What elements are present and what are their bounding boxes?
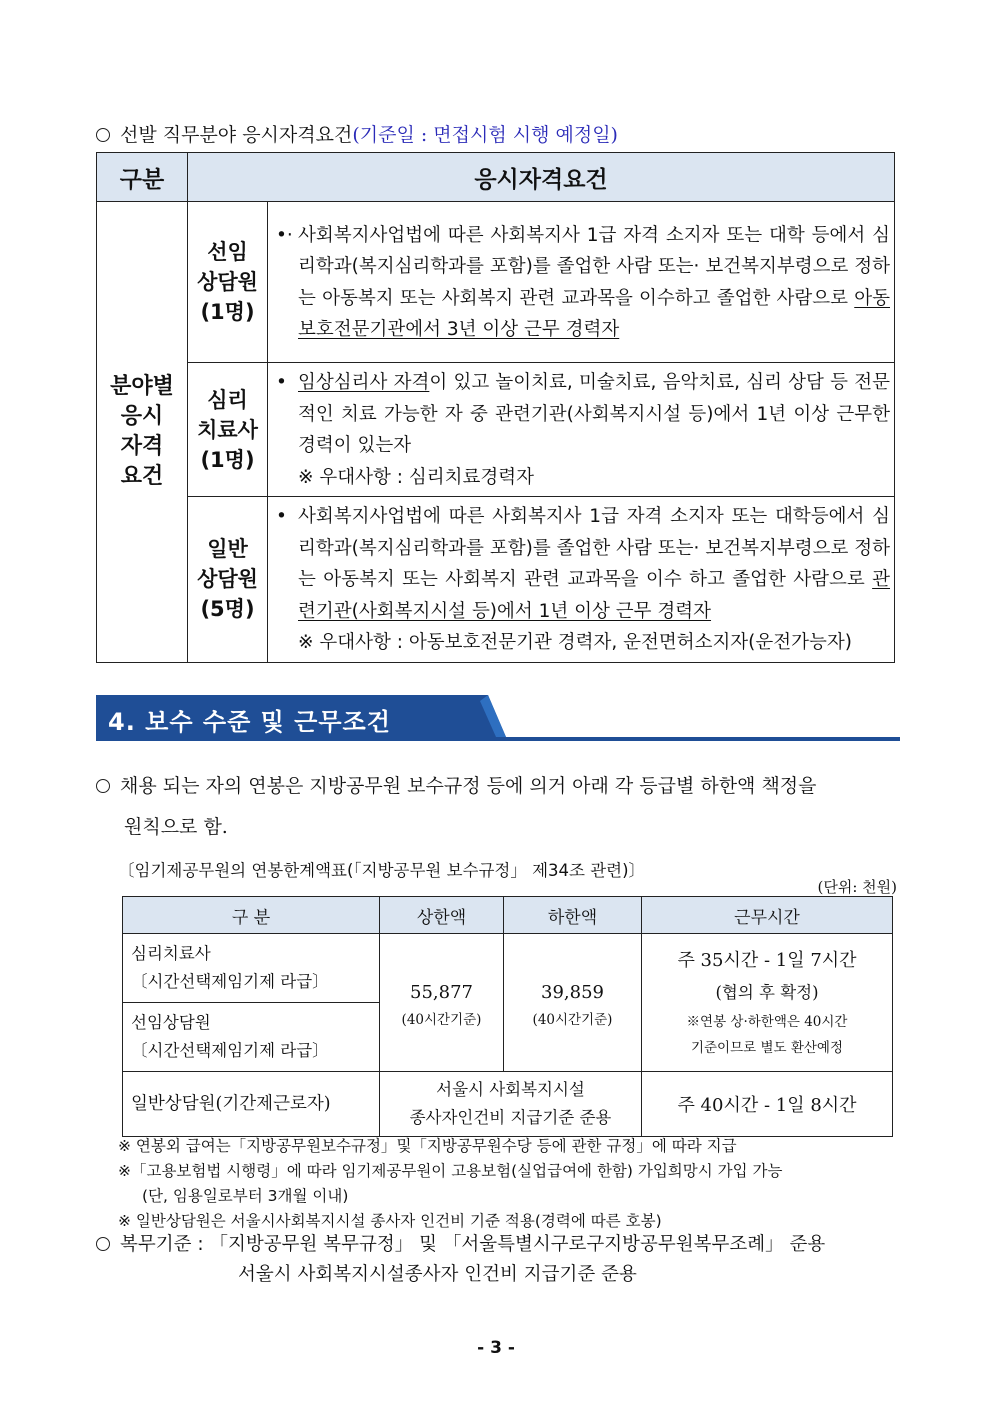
notes-list [118, 1134, 903, 1234]
note-item: (단, 임용일로부터 3개월 이내) [142, 1187, 349, 1205]
table-caption: 〔임기제공무원의 연봉한계액표(「지방공무원 보수규정」 제34조 관련)〕 [118, 861, 646, 880]
hours-note: 기준이므로 별도 환산예정 [690, 1039, 844, 1056]
circle-bullet-icon [96, 128, 110, 142]
lower-limit-value: 39,859 [541, 981, 604, 1003]
hours-note: ※연봉 상·하한액은 40시간 [686, 1013, 848, 1030]
position-cell [123, 1003, 380, 1072]
hours-cell [642, 934, 893, 1072]
position-cell: 일반상담원(기간제근로자) [123, 1072, 380, 1137]
role-line: (1명) [200, 447, 255, 472]
requirement-highlight: 임상심리사 자격 [298, 372, 430, 393]
hours-main: 주 35시간 - 1일 7시간 [677, 949, 857, 971]
section-heading [96, 120, 618, 147]
role-cell [188, 363, 268, 497]
note-item: ※ 연봉외 급여는「지방공무원보수규정」및「지방공무원수당 등에 관한 규정」에 따라 지급 [118, 1137, 737, 1155]
role-line: (1명) [200, 300, 255, 324]
role-line: 치료사 [197, 417, 258, 442]
table-header-row [123, 897, 893, 934]
requirement-cell [268, 202, 895, 363]
role-line: 일반 [207, 537, 248, 562]
requirement-highlight: 아동보호전문기관에서 3년 이상 근무 경력자 [298, 287, 890, 340]
header-lower: 하한액 [504, 897, 642, 934]
role-line: 선임 [207, 240, 248, 264]
header-hours: 근무시간 [642, 897, 893, 934]
bullet-icon: • [276, 506, 287, 527]
section-heading-text: 선발 직무분야 응시자격요건 [120, 124, 353, 146]
requirement-cell [268, 363, 895, 497]
lower-limit-cell [504, 934, 642, 1072]
header-requirements: 응시자격요건 [188, 153, 895, 202]
upper-limit-note: (40시간기준) [401, 1011, 482, 1028]
table-row [123, 1072, 893, 1137]
requirement-text: 사회복지사업법에 따른 사회복지사 1급 자격 소지자 또는 대학등에서 심리학과(복지심리학과를 포함)를 졸업한 사람 또는· 보건복지부령으로 정하는 아동복지 또는 사회복지 관련 교과목을 이수 하고 졸업한 사람으로 [298, 506, 890, 590]
header-upper: 상한액 [380, 897, 504, 934]
table-row [97, 363, 895, 497]
unit-label: (단위: 천원) [817, 878, 897, 896]
role-cell [188, 202, 268, 363]
pay-standard-line: 서울시 사회복지시설 [436, 1080, 585, 1099]
table-row [97, 497, 895, 663]
requirement-cell [268, 497, 895, 663]
preference-note: ※ 우대사항 : 심리치료경력자 [298, 466, 534, 488]
table-row [123, 934, 893, 1003]
role-line: 상담원 [197, 270, 258, 294]
salary-table [122, 896, 893, 1137]
qualification-table [96, 152, 895, 663]
header-category: 구분 [97, 153, 188, 202]
pay-standard-line: 종사자인건비 지급기준 준용 [409, 1108, 612, 1127]
page-number: - 3 - [477, 1338, 515, 1358]
upper-limit-value: 55,877 [410, 981, 473, 1003]
paragraph-line: 채용 되는 자의 연봉은 지방공무원 보수규정 등에 의거 아래 각 등급별 하한액 책정을 [120, 775, 817, 797]
header-category: 구 분 [123, 897, 380, 934]
note-item: ※「고용보험법 시행령」에 따라 임기제공무원이 고용보험(실업급여에 한함) 가입희망시 가입 가능 [118, 1162, 783, 1180]
preference-note: ※ 우대사항 : 아동보호전문기관 경력자, 운전면허소지자(운전가능자) [298, 632, 852, 653]
table-row [97, 202, 895, 363]
duty-line: 서울시 사회복지시설종사자 인건비 지급기준 준용 [238, 1264, 637, 1285]
requirement-highlight: 관련기관(사회복지시설 등)에서 1년 이상 근무 경력자 [298, 569, 890, 622]
position-name: 심리치료사 [131, 944, 211, 963]
hours-sub: (협의 후 확정) [715, 982, 819, 1002]
table-header-row [97, 153, 895, 202]
role-cell [188, 497, 268, 663]
paragraph-line: 원칙으로 함. [124, 816, 228, 838]
upper-limit-cell [380, 934, 504, 1072]
role-line: (5명) [200, 597, 255, 622]
position-grade: 〔시간선택제임기제 라급〕 [131, 972, 329, 991]
duty-standard [96, 1230, 825, 1290]
position-grade: 〔시간선택제임기제 라급〕 [131, 1041, 329, 1060]
requirement-text: 사회복지사업법에 따른 사회복지사 1급 자격 소지자 또는 대학 등에서 심리학과(복지심리학과를 포함)를 졸업한 사람 또는· 보건복지부령으로 정하는 아동복지 또는 사회복지 관련 교과목을 이수하고 졸업한 사람으로 [298, 224, 890, 309]
category-line: 응시 [120, 403, 164, 429]
category-line: 요건 [120, 463, 164, 489]
section-banner-title: 4. 보수 수준 및 근무조건 [108, 708, 391, 736]
role-line: 상담원 [197, 567, 258, 592]
lower-limit-note: (40시간기준) [532, 1011, 613, 1028]
circle-bullet-icon [96, 779, 110, 793]
position-name: 선임상담원 [131, 1013, 211, 1032]
hours-cell: 주 40시간 - 1일 8시간 [642, 1072, 893, 1137]
salary-paragraph [96, 766, 900, 848]
circle-bullet-icon [96, 1237, 110, 1251]
pay-standard-cell [380, 1072, 642, 1137]
bullet-icon: • [276, 372, 287, 393]
position-cell [123, 934, 380, 1003]
section-heading-note: (기준일 : 면접시험 시행 예정일) [352, 124, 618, 146]
requirement-text: 이 있고 놀이치료, 미술치료, 음악치료, 심리 상담 등 전문적인 치료 가능한 자 중 관련기관(사회복지시설 등)에서 1년 이상 근무한 경력이 있는자 [298, 372, 891, 456]
note-item: ※ 일반상담원은 서울시사회복지시설 종사자 인건비 기준 적용(경력에 따른 호봉) [118, 1212, 662, 1230]
category-line: 자격 [120, 433, 164, 459]
category-line: 분야별 [110, 373, 174, 399]
duty-line: 복무기준 : 「지방공무원 복무규정」 및 「서울특별시구로구지방공무원복무조례」 준용 [120, 1234, 826, 1255]
category-cell [97, 202, 188, 663]
bullet-icon: •· [276, 224, 293, 246]
role-line: 심리 [207, 387, 248, 412]
